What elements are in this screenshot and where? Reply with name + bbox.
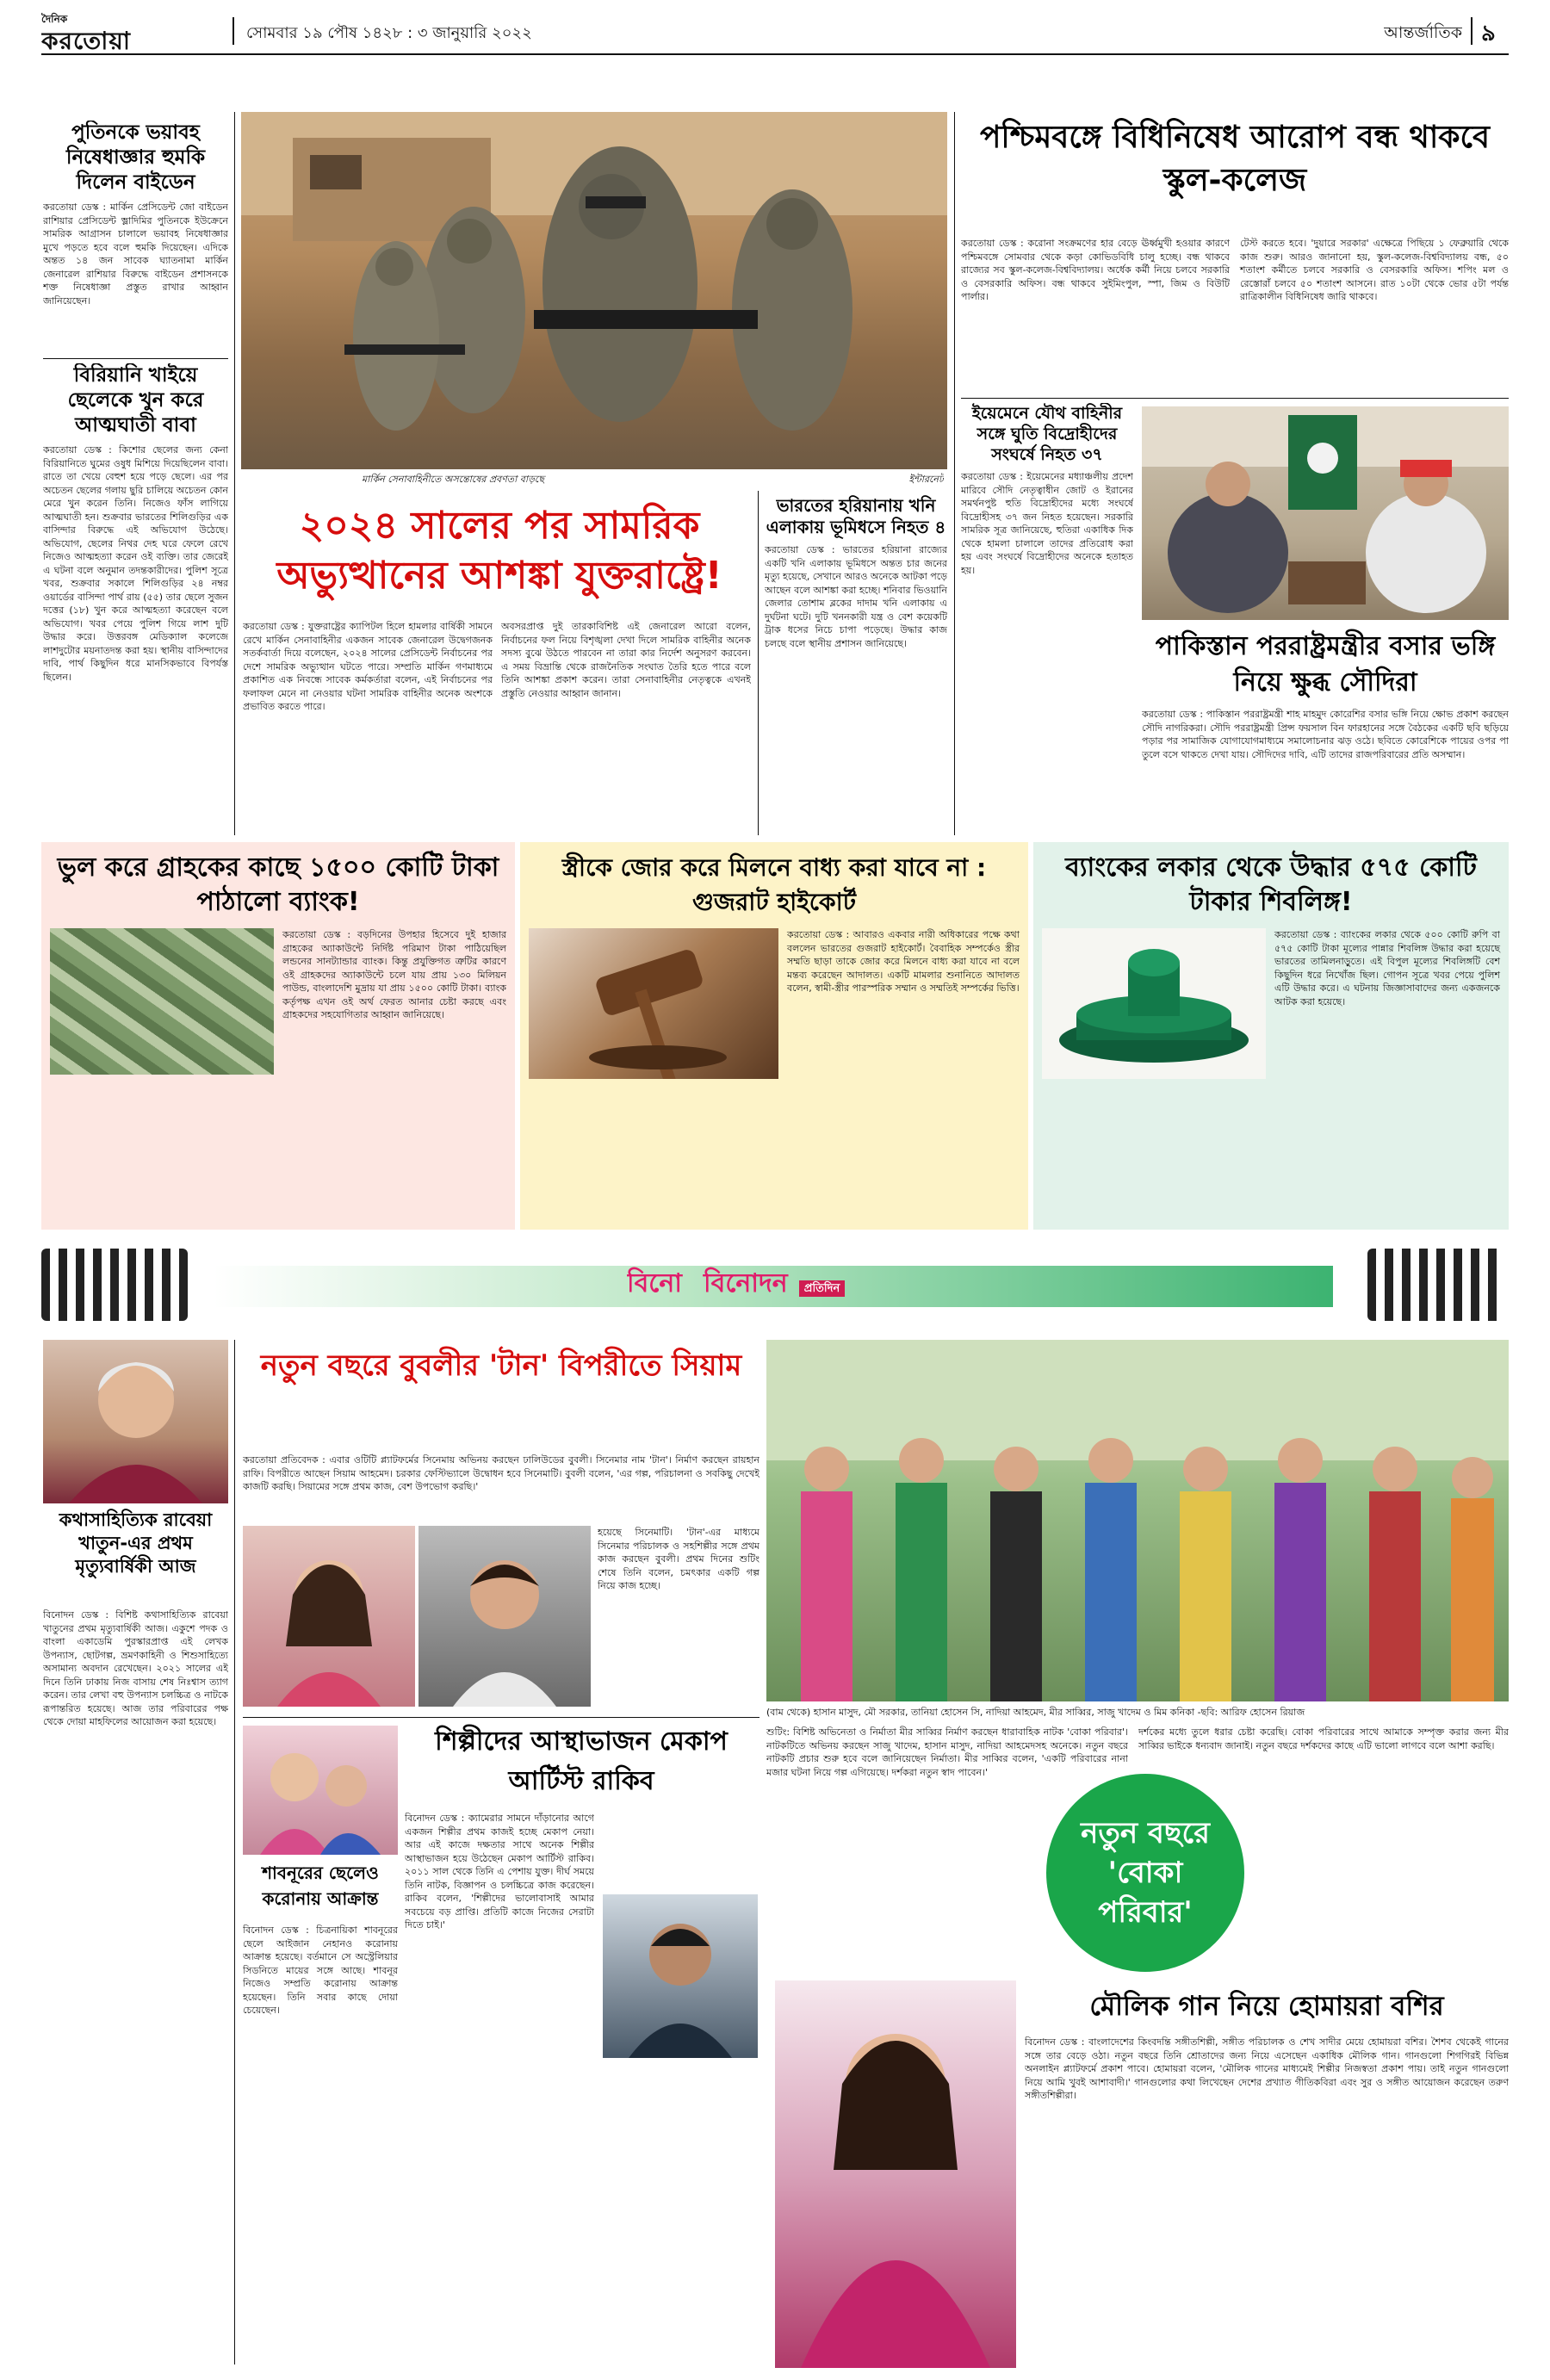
hero-body-2: অবসরপ্রাপ্ত দুই তারকাবিশিষ্ট এই জেনারেল আরো বলেন, নির্বাচনের ফল নিয়ে বিশৃঙ্খলা দেখা দিলে সামরিক বাহিনীর অনেক সদস্য বুঝে উঠতে পারবেন না তারা কার নির্দেশ অনুসরণ করবেন। এ সময় বিভ্রান্তি থেকে রাজনৈতিক সংঘাত তৈরি হতে পারে বলে তিনি আশঙ্কা প্রকাশ করেন। তারা সেনাবাহিনীর নেতৃত্বকে এখনই প্রস্তুতি নেওয়ার আহ্বান জানান। bbox=[501, 621, 751, 699]
page-number: ৯ bbox=[1481, 21, 1496, 46]
hero-headline: ২০২৪ সালের পর সামরিক অভ্যুত্থানের আশঙ্কা যুক্তরাষ্ট্রে! bbox=[276, 504, 722, 598]
masthead-date: সোমবার ১৯ পৌষ ১৪২৮ : ৩ জানুয়ারি ২০২২ bbox=[246, 24, 532, 42]
boka-body: শুটিং: বিশিষ্ট অভিনেতা ও নির্মাতা মীর সাব্বির নির্মাণ করছেন ধারাবাহিক নাটক 'বোকা পরিবার'। নাটকটিতে অভিনয় করছেন সাজু খাদেম, হাসান মাসুদ, নাদিয়া আহমেদসহ অনেকে। নতুন বছরে নাটকটি প্রচার শুরু হবে বলে জানিয়েছেন নির্মাতা। মীর সাব্বির বলেন, 'একটি পরিবারের নানা মজার ঘটনা নিয়ে গল্প এগিয়েছে। দর্শকরা নতুন স্বাদ পাবেন।' bbox=[766, 1726, 1128, 1778]
shivling-illustration bbox=[1042, 928, 1266, 1079]
rakib-headline: শিল্পীদের আস্থাভাজন মেকাপ আর্টিস্ট রাকিব bbox=[435, 1726, 728, 1796]
shabnoor-headline: শাবনূরের ছেলেও করোনায় আক্রান্ত bbox=[262, 1862, 379, 1909]
masthead bbox=[41, 9, 1509, 53]
homayra-headline: মৌলিক গান নিয়ে হোমায়রা বশির bbox=[1089, 1991, 1444, 2022]
putin-body: করতোয়া ডেস্ক : মার্কিন প্রেসিডেন্ট জো বাইডেন রাশিয়ার প্রেসিডেন্ট ভ্লাদিমির পুতিনকে ইউক্রেনে সামরিক আগ্রাসন চালালে ভয়াবহ নিষেধাজ্ঞার মুখে পড়তে হবে বলে হুমকি দিয়েছেন। এদিকে অন্তত ১৪ জন সাবেক ঘ্যাতনামা মার্কিন জেনারেল রাশিয়ার বিরুদ্ধে বাইডেন প্রশাসনকে শক্ত নিষেধাজ্ঞা প্রস্তুত রাখার আহ্বান জানিয়েছেন। bbox=[43, 201, 228, 307]
banner-part1: বিনো bbox=[627, 1268, 682, 1298]
homayra-photo bbox=[775, 1980, 1016, 2368]
col-rule bbox=[234, 1340, 235, 2365]
film-reel-right bbox=[1367, 1249, 1505, 1321]
shivling-body: করতোয়া ডেস্ক : ব্যাংকের লকার থেকে ৫০০ কোটি রুপি বা ৫৭৫ কোটি টাকা মূল্যের পান্নার শিবলিঙ্গ উদ্ধার করা হয়েছে ভারতের তামিলনাড়ুতে। এই বিপুল মূল্যের শিবলিঙ্গটি বেশ কিছুদিন ধরে নিখোঁজ ছিল। গোপন সূত্রে খবর পেয়ে পুলিশ এটি উদ্ধার করে। এ ঘটনায় জিজ্ঞাসাবাদের জন্য একজনকে আটক করা হয়েছে। bbox=[1274, 929, 1500, 1007]
entertainment-banner bbox=[41, 1236, 1509, 1333]
gujarat-headline: স্ত্রীকে জোর করে মিলনে বাধ্য করা যাবে না : গুজরাট হাইকোর্ট bbox=[561, 853, 987, 916]
col-rule bbox=[234, 112, 235, 835]
header-divider bbox=[232, 17, 234, 45]
shivling-headline: ব্যাংকের লকার থেকে উদ্ধার ৫৭৫ কোটি টাকার শিবলিঙ্গ! bbox=[1065, 852, 1477, 917]
film-reel-left bbox=[41, 1249, 188, 1321]
tribute-body: বিনোদন ডেস্ক : বিশিষ্ট কথাসাহিত্যিক রাবেয়া খাতুনের প্রথম মৃত্যুবার্ষিকী আজ। একুশে পদক ও বাংলা একাডেমি পুরস্কারপ্রাপ্ত এই লেখক উপন্যাস, ছোটগল্প, ভ্রমণকাহিনী ও শিশুসাহিত্যে অসামান্য অবদান রেখেছেন। ২০২১ সালের এই দিনে তিনি ঢাকায় নিজ বাসায় শেষ নিঃশ্বাস ত্যাগ করেন। তার লেখা বহু উপন্যাস চলচ্চিত্র ও নাটকে রূপান্তরিত হয়েছে। আজ তার পরিবারের পক্ষ থেকে দোয়া মাহফিলের আয়োজন করা হয়েছে। bbox=[43, 1609, 228, 1727]
homayra-body: বিনোদন ডেস্ক : বাংলাদেশের কিংবদন্তি সঙ্গীতশিল্পী, সঙ্গীত পরিচালক ও শেখ সাদীর মেয়ে হোমায়রা বশির। শৈশব থেকেই গানের সঙ্গে তার বেড়ে ওঠা। নতুন বছরে তিনি শ্রোতাদের জন্য নিয়ে এসেছেন একাধিক মৌলিক গান। গানগুলো শিগগিরই বিভিন্ন অনলাইন প্ল্যাটফর্মে প্রকাশ পাবে। হোমায়রা বলেন, 'মৌলিক গানের মাধ্যমেই শিল্পীর নিজস্বতা প্রকাশ পায়। তাই নতুন গানগুলো নিয়ে আমি খুবই আশাবাদী।' গানগুলোর কথা লিখেছেন দেশের প্রখ্যাত গীতিকবিরা এবং সুর ও সঙ্গীত আয়োজন করেছেন তরুণ সঙ্গীতশিল্পীরা। bbox=[1025, 2036, 1509, 2101]
hero-caption: মার্কিন সেনাবাহিনীতে অসন্তোষের প্রবণতা বাড়ছে bbox=[362, 474, 545, 485]
logo bbox=[41, 12, 231, 50]
rule bbox=[961, 398, 1509, 399]
homayra-illustration bbox=[775, 1980, 1016, 2368]
boka-caption: (বাম থেকে) হাসান মাসুদ, মৌ সরকার, তানিয়া হোসেন সি, নাদিয়া আহমেদ, মীর সাব্বির, সাজু খাদেম ও মিম কনিকা -ছবি: আরিফ হোসেন রিয়াজ bbox=[766, 1707, 1305, 1718]
bubly-illustration bbox=[243, 1526, 415, 1707]
gavel-illustration bbox=[529, 928, 778, 1079]
yemen-article bbox=[961, 403, 1133, 670]
bubly-photo bbox=[243, 1526, 415, 1707]
shivling-box bbox=[1033, 842, 1509, 1230]
meeting-illustration bbox=[1142, 406, 1509, 620]
header-divider-right bbox=[1471, 17, 1472, 45]
col-rule bbox=[954, 112, 955, 835]
banner-sub: প্রতিদিন bbox=[799, 1280, 846, 1297]
boka-body-2: দর্শকের মধ্যে তুলে ধরার চেষ্টা করেছি। বোকা পরিবারের সাথে আমাকে সম্পৃক্ত করার জন্য মীর সাব্বির ভাইকে ধন্যবাদ জানাই। নতুন বছরে দর্শকদের কাছে এটি ভালো লাগবে বলে আশা করছি। bbox=[1138, 1726, 1509, 1751]
col-rule bbox=[758, 491, 759, 835]
haryana-body: করতোয়া ডেস্ক : ভারতের হরিয়ানা রাজ্যের একটি খনি এলাকায় ভূমিধসে অন্তত চার জনের মৃত্যু হয়েছে, সেখানে আরও অনেকে আটকা পড়ে আছেন বলে আশঙ্কা করা হচ্ছে। শনিবার ভিওয়ানি জেলার তোশাম ব্লকের দাদাম খনি এলাকায় এ দুর্ঘটনা ঘটে। দুটি খননকারী যন্ত্র ও বেশ কয়েকটি ট্রাক ধসের নিচে চাপা পড়েছে। উদ্ধার কাজ চলছে বলে স্থানীয় প্রশাসন জানিয়েছে। bbox=[765, 544, 947, 649]
boka-circle-text: নতুন বছরে 'বোকা পরিবার' bbox=[1081, 1816, 1210, 1930]
hero-credit: ইন্টারনেট bbox=[908, 474, 944, 485]
shabnoor-body: বিনোদন ডেস্ক : চিত্রনায়িকা শাবনূরের ছেলে আইজান নেহানও করোনায় আক্রান্ত হয়েছে। বর্তমানে সে অস্ট্রেলিয়ার সিডনিতে মায়ের সঙ্গে আছে। শাবনূর নিজেও সম্প্রতি করোনায় আক্রান্ত হয়েছেন। তিনি সবার কাছে দোয়া চেয়েছেন। bbox=[243, 1924, 398, 2016]
rakib-illustration bbox=[603, 1894, 758, 2058]
gujarat-box bbox=[520, 842, 1028, 1230]
biryani-body: করতোয়া ডেস্ক : কিশোর ছেলের জন্য কেনা বিরিয়ানিতে ঘুমের ওষুধ মিশিয়ে দিয়েছিলেন বাবা। রাতে তা খেয়ে বেহুশ হয়ে পড়ে ছেলে। এর পর অচেতন ছেলের গলায় ছুরি চালিয়ে অচেতন কোন মেরে খুন করেন তিনি। নিজেও ফাঁস লাগিয়ে আত্মঘাতী হন। শুক্রবার ভারতের শিলিগুড়ির এক বাসিন্দার বিরুদ্ধে এই অভিযোগ উঠেছে। অভিযোগ, ছেলের নিথর দেহ ঘরে ফেলে রেখে নিজেও আত্মহত্যা করেন ওই ব্যক্তি। তার জেরেই এ ঘটনা বলে অনুমান তদন্তকারীদের। পুলিশ সূত্রে খবর, শুক্রবার সকালে শিলিগুড়ির ২৪ নম্বর ওয়ার্ডের বাসিন্দা পার্থ রায় (৫৫) তার ছেলে সুজন দত্তের (১৮) খুন করে আত্মহত্যা করেছেন বলে অভিযোগ। খবর পেয়ে পুলিশ গিয়ে লাশ দুটি উদ্ধার করে। উত্তরবঙ্গ মেডিক্যাল কলেজে লাশদুটোর ময়নাতদন্ত করা হয়। স্থানীয় বাসিন্দাদের দাবি, পার্থ কিছুদিন ধরে মানসিকভাবে বিপর্যস্ত ছিলেন। bbox=[43, 444, 228, 683]
header-rule bbox=[41, 53, 1509, 55]
putin-headline: পুতিনকে ভয়াবহ নিষেধাজ্ঞার হুমকি দিলেন বাইডেন bbox=[65, 121, 206, 194]
rule bbox=[243, 1717, 760, 1718]
bubly-headline: নতুন বছরে বুবলীর 'টান' বিপরীতে সিয়াম bbox=[260, 1348, 742, 1383]
boka-paribar-photo bbox=[766, 1340, 1509, 1701]
wb-body-2: টেস্ট করতে হবে। 'দুয়ারে সরকার' এক্ষেত্রে পিছিয়ে ১ ফেব্রুয়ারি থেকে কাজ শুরু। আরও জানানো হয়, স্কুল-কলেজ-বিশ্ববিদ্যালয় বন্ধ, ৫০ শতাংশ কর্মীতে চলবে সরকারি ও বেসরকারি অফিস। শপিং মল ও রেস্তোরাঁ চলবে ৫০ শতাংশ আসনে। রাত ১০টা থেকে ভোর ৫টা পর্যন্ত রাত্রিকালীন বিধিনিষেধ জারি থাকবে। bbox=[1240, 238, 1509, 302]
hero-body-1: করতোয়া ডেস্ক : যুক্তরাষ্ট্রের ক্যাপিটল হিলে হামলার বার্ষিকী সামনে রেখে মার্কিন সেনাবাহিনীর একজন সাবেক জেনারেল উদ্বেগজনক সতর্কবার্তা দিয়ে বলেছেন, ২০২৪ সালের প্রেসিডেন্ট নির্বাচনের পর দেশে সামরিক অভ্যুত্থান ঘটতে পারে। সম্প্রতি মার্কিন গণমাধ্যমে প্রকাশিত এক নিবন্ধে সাবেক কর্মকর্তারা বলেন, এই নির্বাচনের পর ফলাফল মেনে না নেওয়ার ঘটনা সামরিক বাহিনীর অনেক অংশকে প্রভাবিত করতে পারে। bbox=[243, 621, 493, 712]
rule bbox=[43, 358, 228, 359]
biryani-headline: বিরিয়ানি খাইয়ে ছেলেকে খুন করে আত্মঘাতী বাবা bbox=[67, 364, 204, 437]
wb-article bbox=[961, 116, 1509, 392]
rakib-body: বিনোদন ডেস্ক : ক্যামেরার সামনে দাঁড়ানোর আগে একজন শিল্পীর প্রথম কাজই হচ্ছে মেকাপ নেয়া। আর এই কাজে দক্ষতার সাথে অনেক শিল্পীর আস্থাভাজন হয়ে উঠেছেন মেকাপ আর্টিস্ট রাকিব। ২০১১ সাল থেকে তিনি এ পেশায় যুক্ত। দীর্ঘ সময়ে তিনি নাটক, বিজ্ঞাপন ও চলচ্চিত্রে কাজ করেছেন। রাকিব বলেন, 'শিল্পীদের ভালোবাসাই আমার সবচেয়ে বড় প্রাপ্তি। প্রতিটি কাজে নিজের সেরাটা দিতে চাই।' bbox=[405, 1813, 594, 1931]
shabnoor-photo bbox=[243, 1726, 398, 1855]
bubly-body-2: হয়েছে সিনেমাটি। 'টান'-এর মাধ্যমে সিনেমার পরিচালক ও সহশিল্পীর সঙ্গে প্রথম কাজ করছেন বুবলী। প্রথম দিনের শুটিং শেষে তিনি বলেন, চমৎকার একটি গল্প নিয়ে কাজ হচ্ছে। bbox=[598, 1527, 760, 1591]
putin-article bbox=[43, 121, 228, 353]
section-name: আন্তর্জাতিক bbox=[1384, 23, 1462, 42]
money-photo bbox=[50, 928, 274, 1075]
portrait-illustration bbox=[43, 1340, 228, 1503]
yemen-body: করতোয়া ডেস্ক : ইয়েমেনের মধ্যাঞ্চলীয় প্রদেশ মারিবে সৌদি নেতৃত্বাধীন জোট ও ইরানের সমর্থনপুষ্ট হুতি বিদ্রোহীদের মধ্যে সংঘর্ষে বিদ্রোহীসহ ৩৭ জন নিহত হয়েছেন। সরকারি সামরিক সূত্র জানিয়েছে, হুতিরা একাধিক দিক থেকে হামলা চালালে তাদের প্রতিরোধ করা হয় এবং সংঘর্ষে বিদ্রোহীদের অনেকে হতাহত হয়। bbox=[961, 471, 1133, 576]
cast-illustration bbox=[766, 1340, 1509, 1701]
soldiers-illustration bbox=[241, 112, 947, 469]
boka-circle bbox=[1046, 1774, 1244, 1972]
wb-headline: পশ্চিমবঙ্গে বিধিনিষেধ আরোপ বন্ধ থাকবে স্কুল-কলেজ bbox=[979, 120, 1490, 198]
banner-part2: বিনোদন bbox=[704, 1268, 788, 1298]
logo-text: করতোয়া bbox=[41, 27, 131, 50]
gavel-photo bbox=[529, 928, 778, 1079]
siam-photo bbox=[418, 1526, 591, 1707]
gujarat-body: করতোয়া ডেস্ক : আবারও একবার নারী অধিকারের পক্ষে কথা বললেন ভারতের গুজরাট হাইকোর্ট। বৈবাহিক সম্পর্কেও স্ত্রীর সম্মতি ছাড়া তাকে জোর করে মিলনে বাধ্য করা যাবে না বলে মন্তব্য করেছেন আদালত। একটি মামলার শুনানিতে আদালত বলেন, স্বামী-স্ত্রীর পারস্পরিক সম্মান ও সম্মতিই সম্পর্কের ভিত্তি। bbox=[787, 929, 1020, 994]
siam-illustration bbox=[418, 1526, 591, 1707]
banner-title bbox=[627, 1262, 989, 1311]
haryana-headline: ভারতের হরিয়ানায় খনি এলাকায় ভূমিধসে নিহত ৪ bbox=[766, 495, 946, 537]
biryani-article bbox=[43, 363, 228, 837]
pakistan-meeting-photo bbox=[1142, 406, 1509, 620]
pakistan-headline: পাকিস্তান পররাষ্ট্রমন্ত্রীর বসার ভঙ্গি নিয়ে ক্ষুব্ধ সৌদিরা bbox=[1155, 631, 1496, 697]
logo-small: দৈনিক bbox=[41, 13, 68, 25]
bank-body: করতোয়া ডেস্ক : বড়দিনের উপহার হিসেবে দুই হাজার গ্রাহকের অ্যাকাউন্টে নির্দিষ্ট পরিমাণ টাকা পাঠিয়েছিল লন্ডনের সানট্যান্ডার ব্যাংক। কিন্তু প্রযুক্তিগত ত্রুটির কারণে ওই গ্রাহকদের অ্যাকাউন্টে চলে যায় প্রায় ১৩০ মিলিয়ন পাউন্ড, বাংলাদেশি মুদ্রায় যা প্রায় ১৫০০ কোটি টাকা। ব্যাংক কর্তৃপক্ষ এখন ওই অর্থ ফেরত আনার চেষ্টা করছে এবং গ্রাহকদের সহযোগিতার আহ্বান জানিয়েছে। bbox=[282, 929, 506, 1020]
bank-headline: ভুল করে গ্রাহকের কাছে ১৫০০ কোটি টাকা পাঠালো ব্যাংক! bbox=[57, 852, 499, 917]
bubly-body: করতোয়া প্রতিবেদক : এবার ওটিটি প্ল্যাটফর্মের সিনেমায় অভিনয় করছেন ঢালিউডের বুবলী। সিনেমার নাম 'টান'। নির্মাণ করছেন রায়হান রাফি। বিপরীতে আছেন সিয়াম আহমেদ। চরকার ফেস্টিভ্যালে উদ্বোধন হবে সিনেমাটি। বুবলী বলেন, 'এর গল্প, পরিচালনা ও সবকিছু দেখেই কাজটি করছি। সিয়ামের সঙ্গে প্রথম কাজ, বেশ উপভোগ করছি।' bbox=[243, 1454, 760, 1492]
tribute-headline: কথাসাহিত্যিক রাবেয়া খাতুন-এর প্রথম মৃত্যুবার্ষিকী আজ bbox=[59, 1509, 213, 1577]
bank-box bbox=[41, 842, 515, 1230]
soldiers-photo bbox=[241, 112, 947, 469]
shivling-photo bbox=[1042, 928, 1266, 1079]
yemen-headline: ইয়েমেনে যৌথ বাহিনীর সঙ্গে ঘুতি বিদ্রোহীদের সংঘর্ষে নিহত ৩৭ bbox=[971, 404, 1123, 464]
wb-body-1: করতোয়া ডেস্ক : করোনা সংক্রমণের হার বেড়ে ঊর্ধ্বমুখী হওয়ার কারণে পশ্চিমবঙ্গে সোমবার থেকে কড়া কোভিডবিধি চালু হচ্ছে। বন্ধ থাকবে রাজ্যের সব স্কুল-কলেজ-বিশ্ববিদ্যালয়। অর্ধেক কর্মী নিয়ে চলবে সরকারি ও বেসরকারি অফিস। বন্ধ থাকবে সুইমিংপুল, স্পা, জিম ও বিউটি পার্লার। bbox=[961, 238, 1230, 302]
shabnoor-illustration bbox=[243, 1726, 398, 1855]
rabeya-khatun-photo bbox=[43, 1340, 228, 1503]
haryana-article bbox=[765, 495, 947, 835]
rakib-photo bbox=[603, 1894, 758, 2058]
pakistan-body: করতোয়া ডেস্ক : পাকিস্তান পররাষ্ট্রমন্ত্রী শাহ মাহমুদ কোরেশির বসার ভঙ্গি নিয়ে ক্ষোভ প্রকাশ করছেন সৌদি নাগরিকরা। সৌদি পররাষ্ট্রমন্ত্রী প্রিন্স ফয়সাল বিন ফারহানের সঙ্গে বৈঠকের একটি ছবি ছড়িয়ে পড়ার পর সামাজিক যোগাযোগমাধ্যমে সমালোচনার ঝড় ওঠে। ছবিতে কোরেশিকে পায়ের ওপর পা তুলে বসে থাকতে দেখা যায়। সৌদিদের দাবি, এটি তাদের রাজপরিবারের প্রতি অসম্মান। bbox=[1142, 709, 1509, 760]
